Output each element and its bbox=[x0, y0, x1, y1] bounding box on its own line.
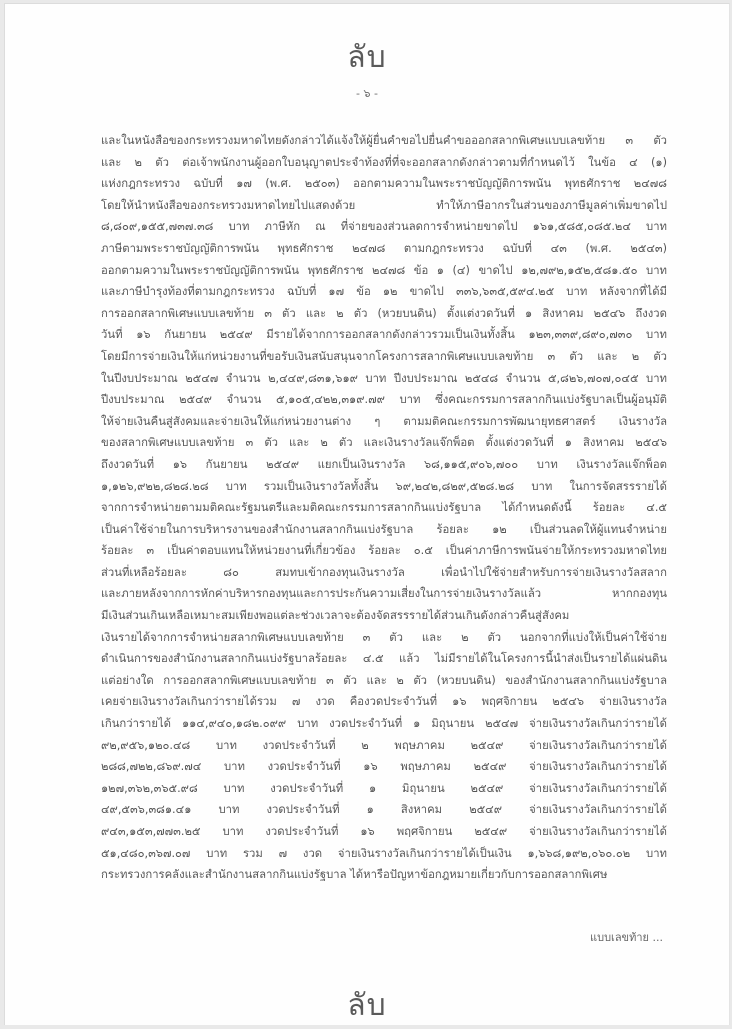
text-line: ปีงบประมาณ ๒๕๔๙ จำนวน ๕,๑๐๕,๔๒๒,๓๑๙.๗๙ บาท ซึ่งคณะกรรมการสลากกินแบ่งรัฐบาลเป็นผู้อนุมัติ bbox=[101, 393, 667, 407]
text-line: และ ๒ ตัว ต่อเจ้าพนักงานผู้ออกใบอนุญาตประจำท้องที่ที่จะออกสลากดังกล่าวตามที่กำหนดไว้ ในข้อ ๔ (๑) bbox=[101, 155, 667, 169]
text-line: จากการจำหน่ายตามมติคณะรัฐมนตรีและมติคณะกรรมการสลากกินแบ่งรัฐบาล ได้กำหนดดังนี้ ร้อยละ ๔.๕ bbox=[101, 501, 667, 515]
text-line: แต่อย่างใด การออกสลากพิเศษแบบเลขท้าย ๓ ตัว และ ๒ ตัว (หวยบนดิน) ของสำนักงานสลากกินแบ่งรัฐบาล bbox=[101, 673, 667, 687]
text-line: ส่วนที่เหลือร้อยละ ๘๐ สมทบเข้ากองทุนเงินรางวัล เพื่อนำไปใช้จ่ายสำหรับการจ่ายเงินรางวัลสลาก bbox=[101, 565, 667, 579]
text-line: ๕๑,๔๘๐,๓๖๗.๐๗ บาท รวม ๗ งวด จ่ายเงินรางวัลเกินกว่ารายได้เป็นเงิน ๑,๖๖๘,๑๙๒,๐๖๐.๐๒ บาท bbox=[101, 846, 667, 860]
text-line: ๙๔๓,๑๕๓,๗๗๓.๒๕ บาท งวดประจำวันที่ ๑๖ พฤศจิกายน ๒๕๔๙ จ่ายเงินรางวัลเกินกว่ารายได้ bbox=[101, 825, 667, 838]
text-line: ๙๒,๙๕๖,๑๒๐.๔๘ บาท งวดประจำวันที่ ๒ พฤษภาคม ๒๕๔๙ จ่ายเงินรางวัลเกินกว่ารายได้ bbox=[101, 738, 667, 752]
text-line: โดยให้นำหนังสือของกระทรวงมหาดไทยไปแสดงด้วย ทำให้ภาษีอากรในส่วนของภาษีมูลค่าเพิ่มขาดไป bbox=[101, 198, 667, 212]
text-line: ในปีงบประมาณ ๒๕๔๗ จำนวน ๒,๔๔๙,๘๓๑,๖๑๙ บาท ปีงบประมาณ ๒๕๔๘ จำนวน ๕,๘๒๖,๗๐๗,๐๔๕ บาท bbox=[101, 371, 667, 385]
text-line: ๔๙,๕๓๖,๓๘๑.๔๑ บาท งวดประจำวันที่ ๑ สิงหาคม ๒๕๔๙ จ่ายเงินรางวัลเกินกว่ารายได้ bbox=[101, 803, 667, 817]
text-line: ภาษีตามพระราชบัญญัติการพนัน พุทธศักราช ๒๔๗๘ ตามกฎกระทรวง ฉบับที่ ๔๓ (พ.ศ. ๒๕๔๓) bbox=[101, 241, 667, 255]
text-line: และภาษีบำรุงท้องที่ตามกฎกระทรวง ฉบับที่ ๑๗ ข้อ ๑๒ ขาดไป ๓๓๖,๖๓๕,๕๙๔.๒๕ บาท หลังจากที่ได้มี bbox=[101, 285, 667, 299]
text-line: ๑,๑๒๖,๙๒๒,๘๒๘.๒๘ บาท รวมเป็นเงินรางวัลทั้งสิ้น ๖๙,๒๔๒,๘๒๙,๕๒๘.๒๘ บาท ในการจัดสรรรายได้ bbox=[101, 479, 667, 493]
continuation-marker: แบบเลขท้าย ... bbox=[590, 931, 663, 944]
text-line: และภายหลังจากการหักค่าบริหารกองทุนและการประกันความเสี่ยงในการจ่ายเงินรางวัลแล้ว หากกองทุน bbox=[101, 587, 667, 601]
text-line: แห่งกฎกระทรวง ฉบับที่ ๑๗ (พ.ศ. ๒๕๐๓) ออกตามความในพระราชบัญญัติการพนัน พุทธศักราช ๒๔๗๘ bbox=[101, 177, 667, 191]
text-line: และในหนังสือของกระทรวงมหาดไทยดังกล่าวได้แจ้งให้ผู้ยื่นคำขอไปยื่นคำขอออกสลากพิเศษแบบเลขท้าย ๓ ตัว bbox=[101, 134, 667, 147]
text-line: โดยมีการจ่ายเงินให้แก่หน่วยงานที่ขอรับเงินสนับสนุนจากโครงการสลากพิเศษแบบเลขท้าย ๓ ตัว และ ๒ ตัว bbox=[101, 349, 667, 363]
text-line: ๒๘๘,๗๒๒,๘๖๙.๗๔ บาท งวดประจำวันที่ ๑๖ พฤษภาคม ๒๕๔๙ จ่ายเงินรางวัลเกินกว่ารายได้ bbox=[101, 760, 667, 774]
text-line: ถึงงวดวันที่ ๑๖ กันยายน ๒๕๔๙ แยกเป็นเงินรางวัล ๖๘,๑๑๕,๙๐๖,๗๐๐ บาท เงินรางวัลแจ๊กพ็อต bbox=[101, 457, 667, 471]
text-line: เกินกว่ารายได้ ๑๑๔,๙๔๐,๑๘๒.๐๙๙ บาท งวดประจำวันที่ ๑ มิถุนายน ๒๕๔๗ จ่ายเงินรางวัลเกินกว่ารายได้ bbox=[101, 717, 667, 731]
text-line: ๑๒๗,๓๖๒,๓๖๕.๙๘ บาท งวดประจำวันที่ ๑ มิถุนายน ๒๕๔๙ จ่ายเงินรางวัลเกินกว่ารายได้ bbox=[101, 781, 667, 795]
text-line: ดำเนินการของสำนักงานสลากกินแบ่งรัฐบาลร้อยละ ๔.๕ แล้ว ไม่มีรายได้ในโครงการนี้นำส่งเป็นรายได้แผ่นดิน bbox=[101, 652, 667, 666]
text-line: ให้จ่ายเงินคืนสู่สังคมและจ่ายเงินให้แก่หน่วยงานต่าง ๆ ตามมติคณะกรรมการพัฒนายุทธศาสตร์ เงินรางวัล bbox=[101, 414, 667, 428]
text-line: มีเงินส่วนเกินเหลือเหมาะสมเพียงพอแต่ละช่วงเวลาจะต้องจัดสรรรายได้ส่วนเกินดังกล่าวคืนสู่สังคม bbox=[101, 609, 570, 623]
page-number: - ๖ - bbox=[356, 87, 378, 100]
text-line: ของสลากพิเศษแบบเลขท้าย ๓ ตัว และ ๒ ตัว และเงินรางวัลแจ๊กพ็อต ตั้งแต่งวดวันที่ ๑ สิงหาคม ๒๕๔๖ bbox=[101, 436, 667, 450]
text-line: กระทรวงการคลังและสำนักงานสลากกินแบ่งรัฐบาล ได้หารือปัญหาข้อกฎหมายเกี่ยวกับการออกสลากพิเศษ bbox=[101, 868, 608, 882]
classification-header: ลับ bbox=[347, 40, 387, 75]
text-line: ๘,๘๐๙,๑๕๕,๗๓๗.๓๘ บาท ภาษีหัก ณ ที่จ่ายของส่วนลดการจำหน่ายขาดไป ๑๖๑,๕๘๕,๐๘๕.๒๔ บาท bbox=[101, 220, 667, 234]
text-line: วันที่ ๑๖ กันยายน ๒๕๔๙ มีรายได้จากการออกสลากดังกล่าวรวมเป็นเงินทั้งสิ้น ๑๒๓,๓๓๙,๘๙๐,๗๓๐ บาท bbox=[101, 328, 667, 342]
text-line: เงินรายได้จากการจำหน่ายสลากพิเศษแบบเลขท้าย ๓ ตัว และ ๒ ตัว นอกจากที่แบ่งให้เป็นค่าใช้จ่าย bbox=[101, 630, 667, 644]
text-line: ออกตามความในพระราชบัญญัติการพนัน พุทธศักราช ๒๔๗๘ ข้อ ๑ (๔) ขาดไป ๑๒,๗๙๒,๑๕๒,๕๘๑.๕๐ บาท bbox=[101, 263, 667, 277]
text-line: การออกสลากพิเศษแบบเลขท้าย ๓ ตัว และ ๒ ตัว (หวยบนดิน) ตั้งแต่งวดวันที่ ๑ สิงหาคม ๒๕๔๖ ถึงงวด bbox=[101, 306, 667, 320]
document-page bbox=[4, 3, 730, 1025]
text-line: เคยจ่ายเงินรางวัลเกินกว่ารายได้รวม ๗ งวด คืองวดประจำวันที่ ๑๖ พฤศจิกายน ๒๕๔๖ จ่ายเงินรางวัล bbox=[101, 695, 667, 709]
classification-footer: ลับ bbox=[347, 988, 387, 1023]
text-line: ร้อยละ ๓ เป็นค่าตอบแทนให้หน่วยงานที่เกี่ยวข้อง ร้อยละ ๐.๕ เป็นค่าภาษีการพนันจ่ายให้กระทรวงมหาดไทย bbox=[101, 544, 667, 558]
body-paragraph bbox=[101, 130, 667, 886]
text-line: เป็นค่าใช้จ่ายในการบริหารงานของสำนักงานสลากกินแบ่งรัฐบาล ร้อยละ ๑๒ เป็นส่วนลดให้ผู้แทนจำหน่าย bbox=[101, 522, 667, 536]
